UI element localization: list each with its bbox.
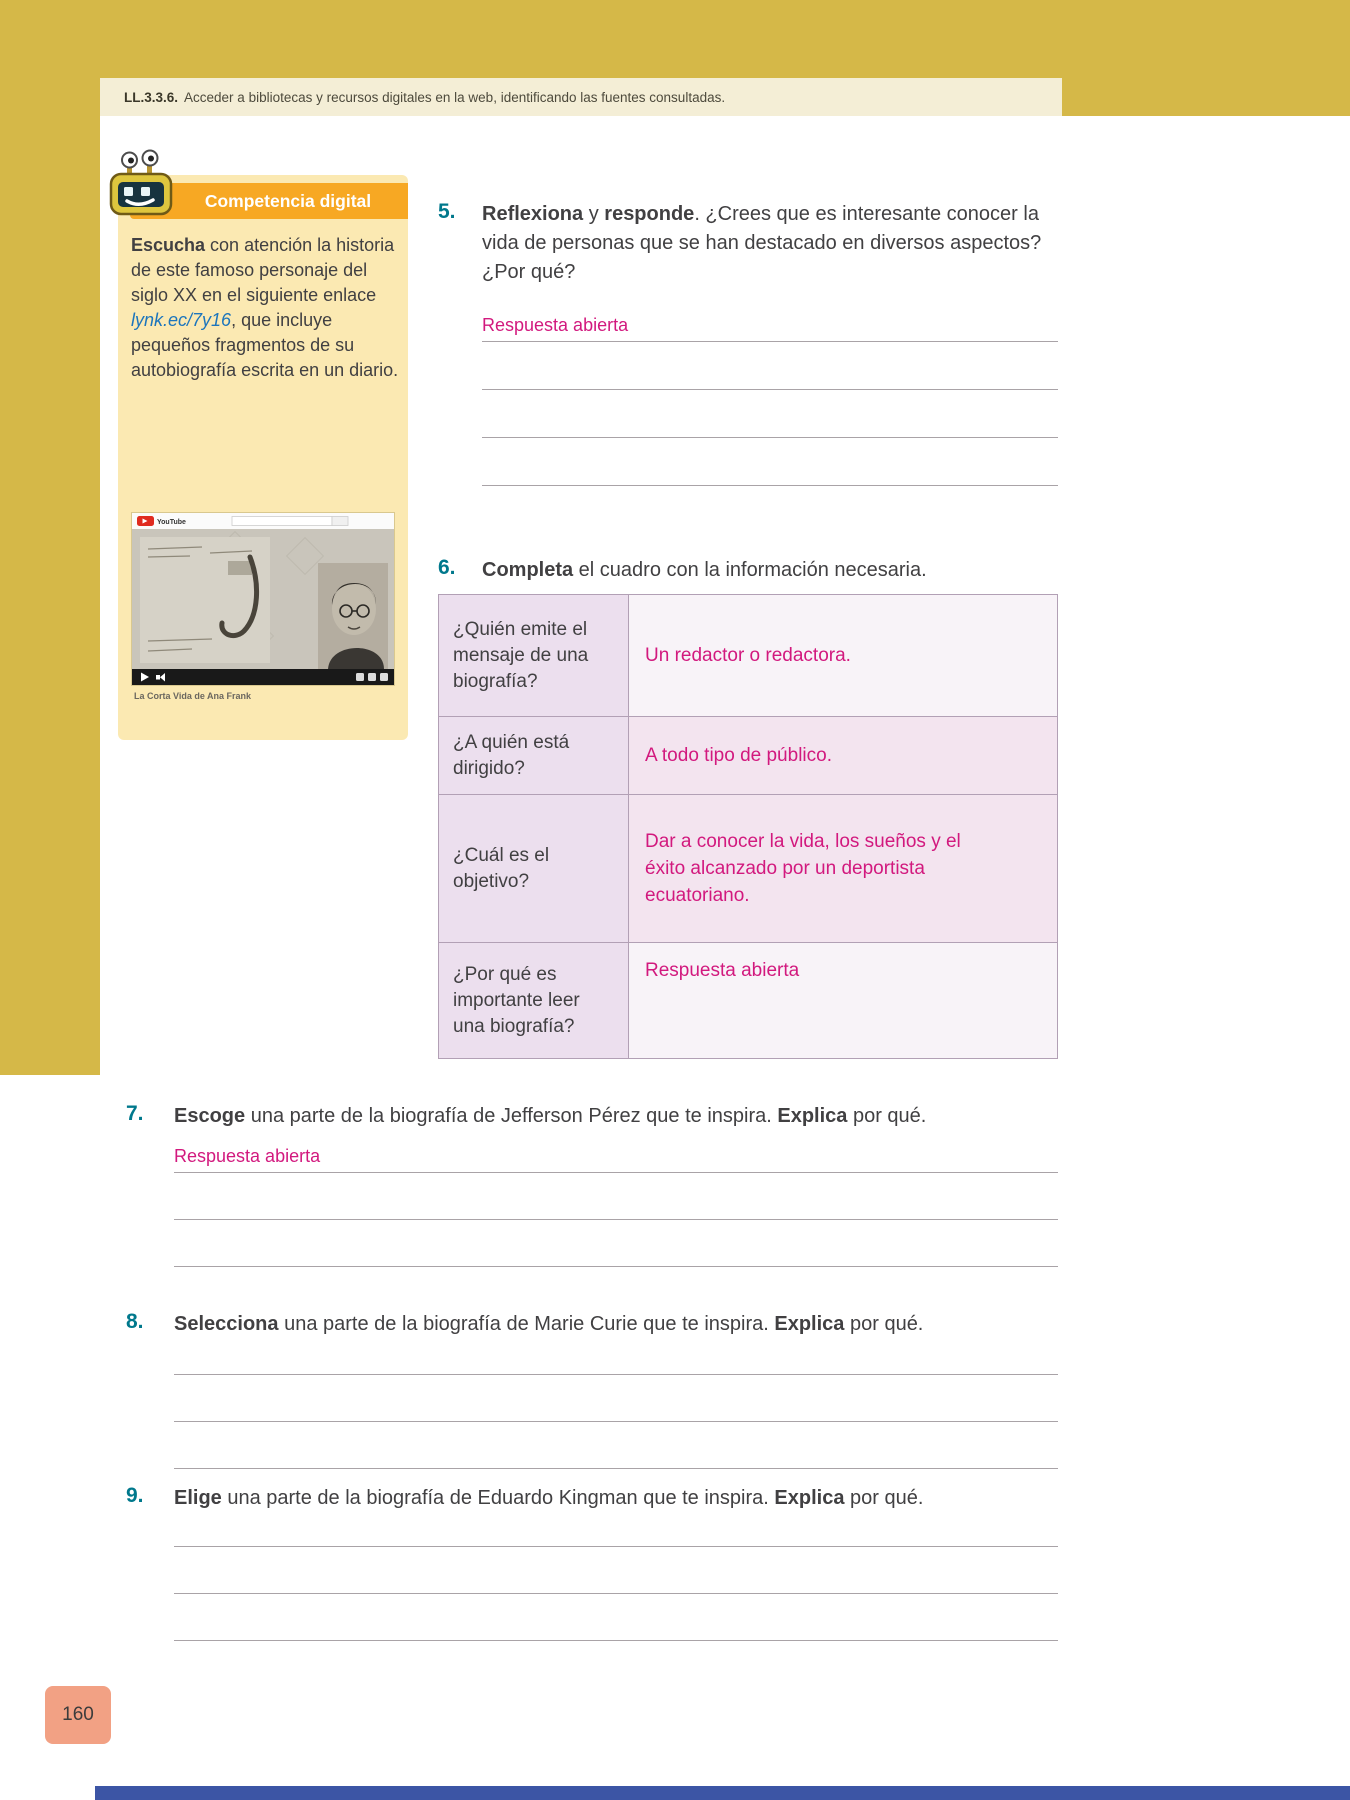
table-row [439, 717, 1058, 795]
item-5-bold-1: Reflexiona [482, 203, 584, 225]
writing-line [174, 1593, 1058, 1594]
table-row [439, 943, 1058, 1059]
item-7-bold-1: Escoge [174, 1105, 246, 1127]
video-caption: La Corta Vida de Ana Frank [134, 691, 252, 701]
writing-line [482, 389, 1058, 390]
page-left-band [0, 0, 100, 1075]
curriculum-standard-strip [100, 78, 1062, 116]
item-9-bold-2: Explica [774, 1487, 845, 1509]
item-7-number: 7. [126, 1102, 144, 1125]
writing-line [174, 1172, 1058, 1173]
sidebar-body-2: , que incluye pequeños fragmentos de su autobiografía escrita en un diario. [131, 310, 399, 380]
item-7-open-answer-label: Respuesta abierta [174, 1146, 321, 1166]
resource-link[interactable]: lynk.ec/7y16 [131, 310, 232, 330]
writing-line [174, 1266, 1058, 1267]
table-answer-4: Respuesta abierta [645, 960, 800, 981]
item-7-rest-2: por qué. [847, 1105, 927, 1127]
search-icon [332, 517, 348, 526]
item-5-mid: y [583, 203, 605, 225]
writing-line [174, 1640, 1058, 1641]
writing-line [482, 341, 1058, 342]
item-5-open-answer-label: Respuesta abierta [482, 315, 629, 335]
table-answer-1: Un redactor o redactora. [645, 645, 851, 666]
video-player-thumbnail [132, 513, 394, 685]
portrait-photo [318, 563, 388, 669]
item-5-number: 5. [438, 200, 456, 223]
item-6-bold: Completa [482, 559, 574, 581]
table-answer-3: Dar a conocer la vida, los sueños y el éxito alcanzado por un deportista ecuatoriano. [645, 831, 961, 906]
table-question-1: ¿Quién emite el mensaje de una biografía? [439, 595, 629, 717]
item-9-number: 9. [126, 1484, 144, 1507]
item-8-text [174, 1310, 1124, 1339]
biography-info-table [438, 594, 1058, 1059]
diary-document [140, 537, 270, 663]
writing-line [174, 1546, 1058, 1547]
item-8-number: 8. [126, 1310, 144, 1333]
item-8-rest-1: una parte de la biografía de Marie Curie que te inspira. [278, 1313, 775, 1335]
table-question-4: ¿Por qué es importante leer una biografía? [439, 943, 629, 1059]
item-5-text [482, 200, 1072, 287]
item-7-text [174, 1102, 1124, 1131]
table-row [439, 795, 1058, 943]
player-search-box [232, 517, 332, 526]
item-9-text [174, 1484, 1124, 1513]
sidebar-instructions [131, 233, 405, 383]
table-answer-cell-4 [629, 943, 1058, 1059]
item-5-rest: . ¿Crees que es interesante conocer la vida de personas que se han destacado en diversos aspectos? ¿Por qué? [482, 203, 1042, 283]
player-settings-fullscreen-icons [356, 673, 388, 681]
table-answer-2: A todo tipo de público. [645, 745, 832, 766]
table-row [439, 595, 1058, 717]
item-8-bold-2: Explica [774, 1313, 845, 1335]
item-9-rest-2: por qué. [844, 1487, 924, 1509]
table-question-3: ¿Cuál es el objetivo? [439, 795, 629, 943]
writing-line [174, 1219, 1058, 1220]
page-number-tab [45, 1686, 111, 1744]
standard-text: Acceder a bibliotecas y recursos digitales en la web, identificando las fuentes consultadas. [184, 89, 726, 105]
youtube-logo-icon [137, 516, 154, 526]
digital-competence-title: Competencia digital [204, 190, 372, 211]
sidebar-body-1: con atención la historia de este famoso personaje del siglo XX en el siguiente enlace [131, 235, 395, 305]
bottom-blue-bar [95, 1786, 1350, 1800]
writing-line [174, 1468, 1058, 1469]
table-answer-cell-2 [629, 717, 1058, 795]
item-5-bold-2: responde [604, 203, 695, 225]
writing-line [482, 437, 1058, 438]
standard-code: LL.3.3.6. [124, 89, 179, 105]
writing-line [174, 1421, 1058, 1422]
robot-mascot-icon [106, 149, 180, 221]
item-9-rest-1: una parte de la biografía de Eduardo Kingman que te inspira. [221, 1487, 775, 1509]
sidebar-lead-bold: Escucha [131, 235, 206, 255]
writing-line [174, 1374, 1058, 1375]
item-8-rest-2: por qué. [844, 1313, 924, 1335]
item-6-number: 6. [438, 556, 456, 579]
item-6-rest: el cuadro con la información necesaria. [573, 559, 927, 581]
item-6-text [482, 556, 1072, 585]
table-answer-cell-3 [629, 795, 1058, 943]
digital-competence-box [118, 175, 408, 740]
page-number: 160 [62, 1704, 94, 1725]
writing-line [482, 485, 1058, 486]
player-brand-label: YouTube [157, 519, 186, 526]
table-answer-cell-1 [629, 595, 1058, 717]
item-7-rest-1: una parte de la biografía de Jefferson Pérez que te inspira. [245, 1105, 778, 1127]
item-7-bold-2: Explica [777, 1105, 848, 1127]
item-8-bold-1: Selecciona [174, 1313, 279, 1335]
table-question-2: ¿A quién está dirigido? [439, 717, 629, 795]
item-9-bold-1: Elige [174, 1487, 222, 1509]
